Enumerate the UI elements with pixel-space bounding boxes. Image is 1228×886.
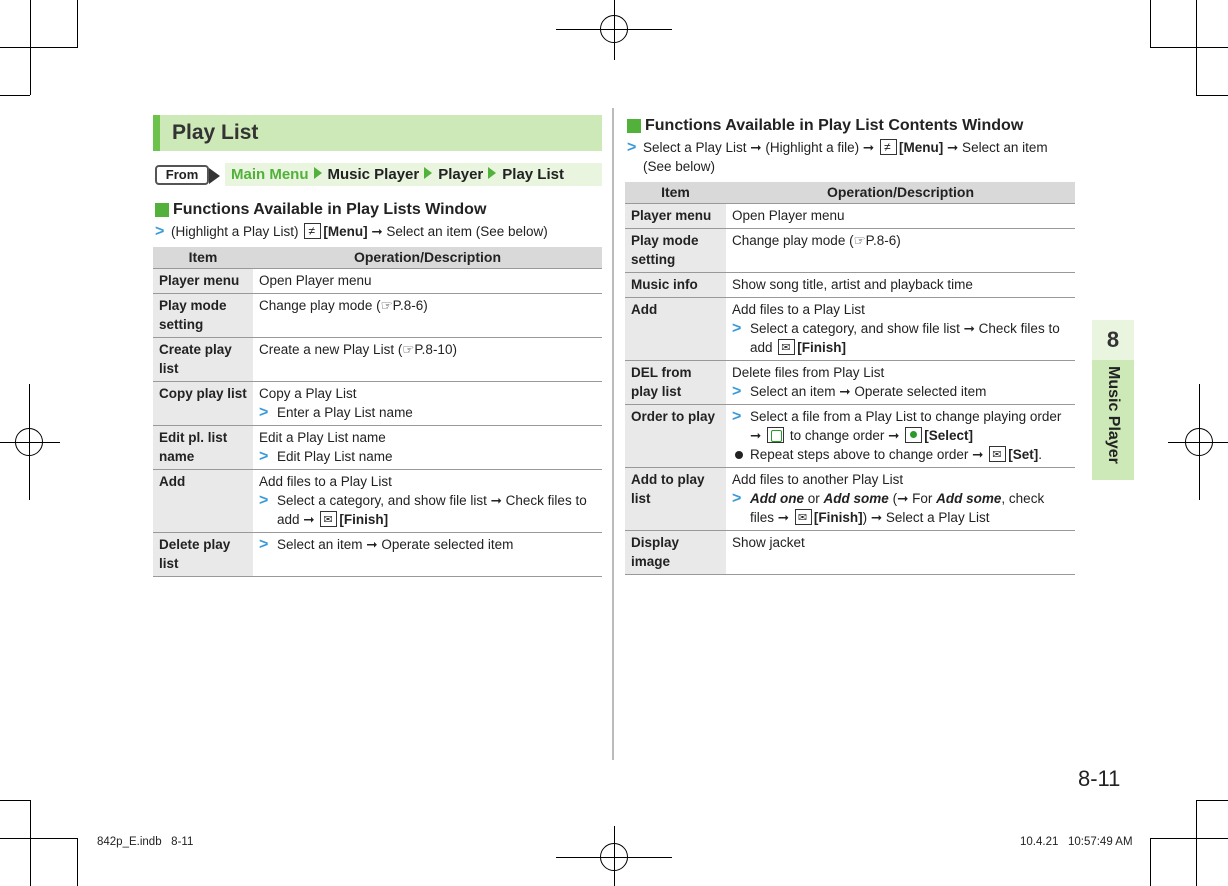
functions-table (625, 182, 1075, 575)
table-row (625, 297, 1075, 360)
step-arrow-icon: > (732, 489, 742, 507)
menu-key-label: [Menu] (323, 224, 368, 239)
step-arrow-icon: > (259, 447, 269, 465)
table-row (153, 532, 602, 576)
sub-step-text: Edit Play List name (277, 448, 393, 464)
footer-timestamp: 10.4.21 10:57:49 AM (1020, 836, 1133, 848)
column-divider (612, 108, 614, 760)
desc-cell (253, 532, 602, 576)
functions-table (153, 247, 602, 577)
sub-step-text: ) ➞ Select a Play List (862, 509, 990, 525)
emphasis-text: Add some (823, 490, 889, 506)
crop-mark (1196, 800, 1197, 886)
crop-mark (1196, 0, 1197, 95)
item-cell: Player menu (625, 203, 726, 228)
bullet-text: Repeat steps above to change order ➞ (750, 446, 984, 462)
page-number: 8-11 (1078, 766, 1121, 791)
table-row (153, 268, 602, 293)
crop-mark (1150, 838, 1228, 839)
desc-cell: Show song title, artist and playback time (726, 272, 1075, 297)
center-key-icon (905, 427, 922, 443)
triangle-right-icon (424, 167, 432, 179)
instruction-text: ➞ Select an item (See below) (371, 224, 548, 239)
instruction-text: (Highlight a Play List) (171, 224, 299, 239)
desc-text: Copy a Play List (259, 385, 357, 401)
item-cell: Add to play list (625, 467, 726, 530)
step-arrow-icon: > (259, 403, 269, 421)
item-cell: Play mode setting (153, 293, 253, 337)
table-row (153, 381, 602, 425)
desc-cell: Change play mode (☞P.8-6) (253, 293, 602, 337)
crop-mark (30, 800, 31, 886)
item-cell: Copy play list (153, 381, 253, 425)
emphasis-text: Add one (750, 490, 804, 506)
key-label: [Set] (1008, 446, 1039, 462)
desc-text: Edit a Play List name (259, 429, 386, 445)
sub-step-text: (➞ For (892, 490, 933, 506)
menu-key-icon (880, 139, 897, 155)
registration-line (1199, 384, 1200, 500)
crop-mark (77, 838, 78, 886)
section-heading: Functions Available in Play List Contents Window (625, 116, 1075, 136)
chapter-label: Music Player (1105, 366, 1122, 464)
desc-cell (253, 469, 602, 532)
crop-mark (1150, 47, 1228, 48)
desc-cell (253, 425, 602, 469)
item-cell: Display image (625, 530, 726, 574)
table-row (625, 404, 1075, 467)
mail-key-icon (989, 446, 1006, 462)
instruction (625, 138, 1075, 176)
key-label: [Finish] (339, 511, 389, 527)
instruction-text: Select a Play List ➞ (Highlight a file) ➞ (643, 140, 875, 155)
instruction-text: ➞ Select an item (See below) (643, 140, 1048, 174)
step-arrow-icon: > (259, 491, 269, 509)
table-row (625, 228, 1075, 272)
table-row (625, 530, 1075, 574)
step-arrow-icon: > (155, 223, 165, 240)
breadcrumb-item: Player (438, 166, 484, 183)
desc-text: Delete files from Play List (732, 364, 885, 380)
triangle-right-icon (488, 167, 496, 179)
left-column (153, 115, 602, 577)
crop-mark (1196, 95, 1228, 96)
footer-file: 842p_E.indb 8-11 (97, 836, 194, 848)
crop-mark (1150, 838, 1151, 886)
table-row (153, 425, 602, 469)
step-arrow-icon: > (627, 139, 637, 156)
nav-key-icon (767, 427, 784, 443)
desc-text: Add files to a Play List (259, 473, 392, 489)
item-cell: Delete play list (153, 532, 253, 576)
sub-step-text: Select an item ➞ Operate selected item (277, 536, 514, 552)
desc-cell: Change play mode (☞P.8-6) (726, 228, 1075, 272)
sub-step (732, 407, 1070, 445)
table-header: Item (153, 247, 253, 268)
right-column (625, 116, 1075, 575)
chapter-number: 8 (1092, 320, 1134, 360)
sub-step-text: or (807, 490, 820, 506)
sub-step-text: Select a file from a Play List to change playing order ➞ (750, 408, 1062, 443)
table-row (625, 360, 1075, 404)
table-header: Operation/Description (253, 247, 602, 268)
desc-cell: Open Player menu (726, 203, 1075, 228)
sub-step (732, 489, 1070, 527)
crop-mark (0, 95, 30, 96)
page-title: Play List (172, 121, 259, 144)
table-row (153, 469, 602, 532)
item-cell: Edit pl. list name (153, 425, 253, 469)
mail-key-icon (320, 511, 337, 527)
item-cell: Add (625, 297, 726, 360)
sub-step (732, 319, 1070, 357)
instruction (153, 222, 602, 241)
item-cell: Add (153, 469, 253, 532)
from-badge: From (155, 165, 209, 185)
sub-step-text: Enter a Play List name (277, 404, 413, 420)
crop-mark (0, 800, 30, 801)
crop-mark (0, 838, 78, 839)
item-cell: DEL from play list (625, 360, 726, 404)
breadcrumb-item: Main Menu (231, 166, 309, 183)
page-title-bar (153, 115, 602, 151)
table-row (625, 203, 1075, 228)
sub-step (259, 491, 597, 529)
registration-line (0, 442, 60, 443)
desc-cell (253, 381, 602, 425)
breadcrumb-item: Music Player (327, 166, 420, 183)
breadcrumb (225, 163, 602, 186)
table-header: Operation/Description (726, 182, 1075, 203)
sub-step-text: Select an item ➞ Operate selected item (750, 383, 987, 399)
registration-line (614, 0, 615, 60)
navigation-path (153, 163, 602, 189)
item-cell: Create play list (153, 337, 253, 381)
table-row (153, 293, 602, 337)
registration-line (29, 384, 30, 500)
step-arrow-icon: > (732, 407, 742, 425)
key-label: [Finish] (813, 509, 863, 525)
key-label: [Select] (924, 427, 974, 443)
desc-cell (726, 297, 1075, 360)
menu-key-label: [Menu] (898, 140, 944, 155)
step-arrow-icon: > (732, 319, 742, 337)
registration-line (1168, 442, 1228, 443)
chapter-label-box (1092, 362, 1134, 472)
table-header: Item (625, 182, 726, 203)
breadcrumb-item: Play List (502, 166, 564, 183)
registration-line (614, 826, 615, 886)
crop-mark (1150, 0, 1151, 48)
table-row (625, 467, 1075, 530)
mail-key-icon (778, 339, 795, 355)
desc-cell: Show jacket (726, 530, 1075, 574)
step-arrow-icon: > (259, 535, 269, 553)
desc-cell: Open Player menu (253, 268, 602, 293)
sub-step (732, 382, 1070, 401)
desc-cell (726, 360, 1075, 404)
crop-mark (77, 0, 78, 48)
section-heading: Functions Available in Play Lists Window (153, 200, 602, 220)
bullet-note: Repeat steps above to change order ➞ ✉ [Set]. (732, 445, 1070, 464)
crop-mark (30, 0, 31, 95)
sub-step-text: to change order ➞ (789, 427, 900, 443)
desc-cell: Create a new Play List (☞P.8-10) (253, 337, 602, 381)
sub-step-text: Select a category, and show file list ➞ Check files to add (750, 320, 1060, 355)
crop-mark (0, 47, 78, 48)
desc-text: Add files to another Play List (732, 471, 904, 487)
sub-step-text: Select a category, and show file list ➞ Check files to add ➞ (277, 492, 587, 527)
sub-step (259, 447, 597, 466)
mail-key-icon (795, 509, 812, 525)
table-row (625, 272, 1075, 297)
desc-text: Add files to a Play List (732, 301, 865, 317)
desc-cell (726, 404, 1075, 467)
triangle-right-icon (314, 167, 322, 179)
crop-mark (1196, 800, 1228, 801)
item-cell: Order to play (625, 404, 726, 467)
item-cell: Player menu (153, 268, 253, 293)
emphasis-text: Add some (936, 490, 1002, 506)
item-cell: Music info (625, 272, 726, 297)
table-row (153, 337, 602, 381)
sub-step-text: , check files ➞ (750, 490, 1045, 525)
desc-cell (726, 467, 1075, 530)
arrow-icon (209, 168, 220, 184)
sub-step (259, 535, 597, 554)
item-cell: Play mode setting (625, 228, 726, 272)
menu-key-icon (304, 223, 321, 239)
step-arrow-icon: > (732, 382, 742, 400)
sub-step (259, 403, 597, 422)
key-label: [Finish] (797, 339, 847, 355)
